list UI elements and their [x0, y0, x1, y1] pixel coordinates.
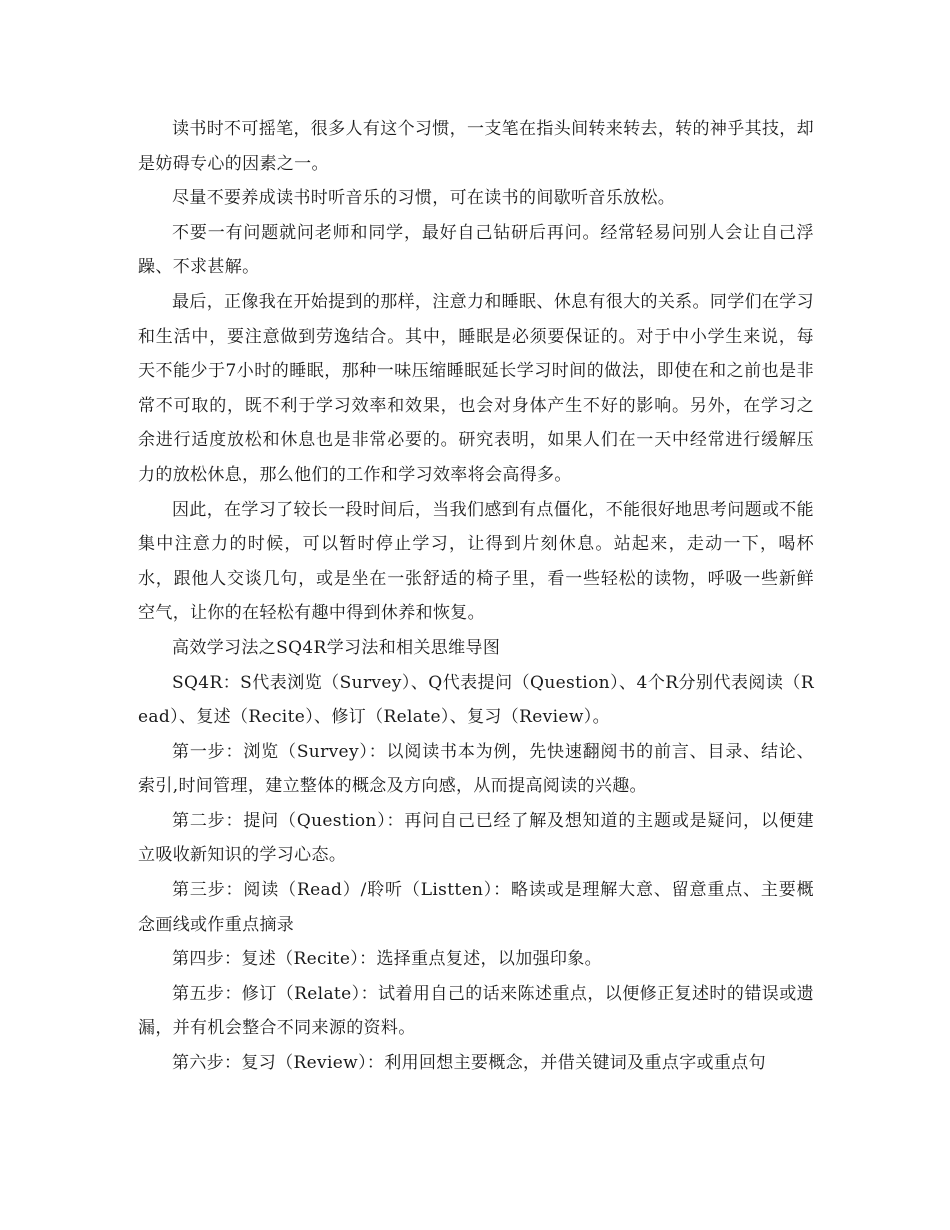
document-page: [138, 112, 814, 1081]
paragraph-step-3-read: 第三步：阅读（Read）/聆听（Listten）：略读或是理解大意、留意重点、主要概念画线或作重点摘录: [138, 880, 814, 935]
paragraph-sq4r-definition: SQ4R：S代表浏览（Survey）、Q代表提问（Question）、4个R分别代表阅读（Read）、复述（Recite）、修订（Relate）、复习（Review）。: [138, 672, 814, 728]
paragraph-take-breaks: 因此，在学习了较长一段时间后，当我们感到有点僵化，不能很好地思考问题或不能集中注意力的时候，可以暂时停止学习，让得到片刻休息。站起来，走动一下，喝杯水，跟他人交谈几句，或是坐在一张舒适的椅子里，看一些轻松的读物，呼吸一些新鲜空气，让你的在轻松有趣中得到休养和恢复。: [138, 499, 814, 624]
paragraph-think-before-asking: 不要一有问题就问老师和同学，最好自己钻研后再问。经常轻易问别人会让自己浮躁、不求甚解。: [138, 222, 814, 278]
paragraph-step-6-review: 第六步：复习（Review）：利用回想主要概念，并借关键词及重点字或重点句: [172, 1053, 766, 1074]
paragraph-step-4-recite: 第四步：复述（Recite）：选择重点复述，以加强印象。: [172, 949, 603, 970]
paragraph-step-5-relate: 第五步：修订（Relate）：试着用自己的话来陈述重点，以便修正复述时的错误或遗漏，并有机会整合不同来源的资料。: [138, 983, 814, 1039]
paragraph-step-2-question: 第二步：提问（Question）：再问自己已经了解及想知道的主题或是疑问，以便建立吸收新知识的学习心态。: [138, 810, 814, 866]
paragraph-no-pen-twirling: 读书时不可摇笔，很多人有这个习惯，一支笔在指头间转来转去，转的神乎其技，却是妨碍专心的因素之一。: [138, 119, 814, 174]
paragraph-sleep-and-rest: 最后，正像我在开始提到的那样，注意力和睡眠、休息有很大的关系。同学们在学习和生活中，要注意做到劳逸结合。其中，睡眠是必须要保证的。对于中小学生来说，每天不能少于7小时的睡眠，那种一味压缩睡眠延长学习时间的做法，即使在和之前也是非常不可取的，既不利于学习效率和效果，也会对身体产生不好的影响。另外，在学习之余进行适度放松和休息也是非常必要的。研究表明，如果人们在一天中经常进行缓解压力的放松休息，那么他们的工作和学习效率将会高得多。: [138, 291, 814, 485]
section-heading-sq4r: 高效学习法之SQ4R学习法和相关思维导图: [172, 637, 501, 658]
paragraph-step-1-survey: 第一步：浏览（Survey）：以阅读书本为例，先快速翻阅书的前言、目录、结论、索引,时间管理，建立整体的概念及方向感，从而提高阅读的兴趣。: [138, 741, 814, 797]
paragraph-no-music: 尽量不要养成读书时听音乐的习惯，可在读书的间歇听音乐放松。: [172, 188, 676, 209]
